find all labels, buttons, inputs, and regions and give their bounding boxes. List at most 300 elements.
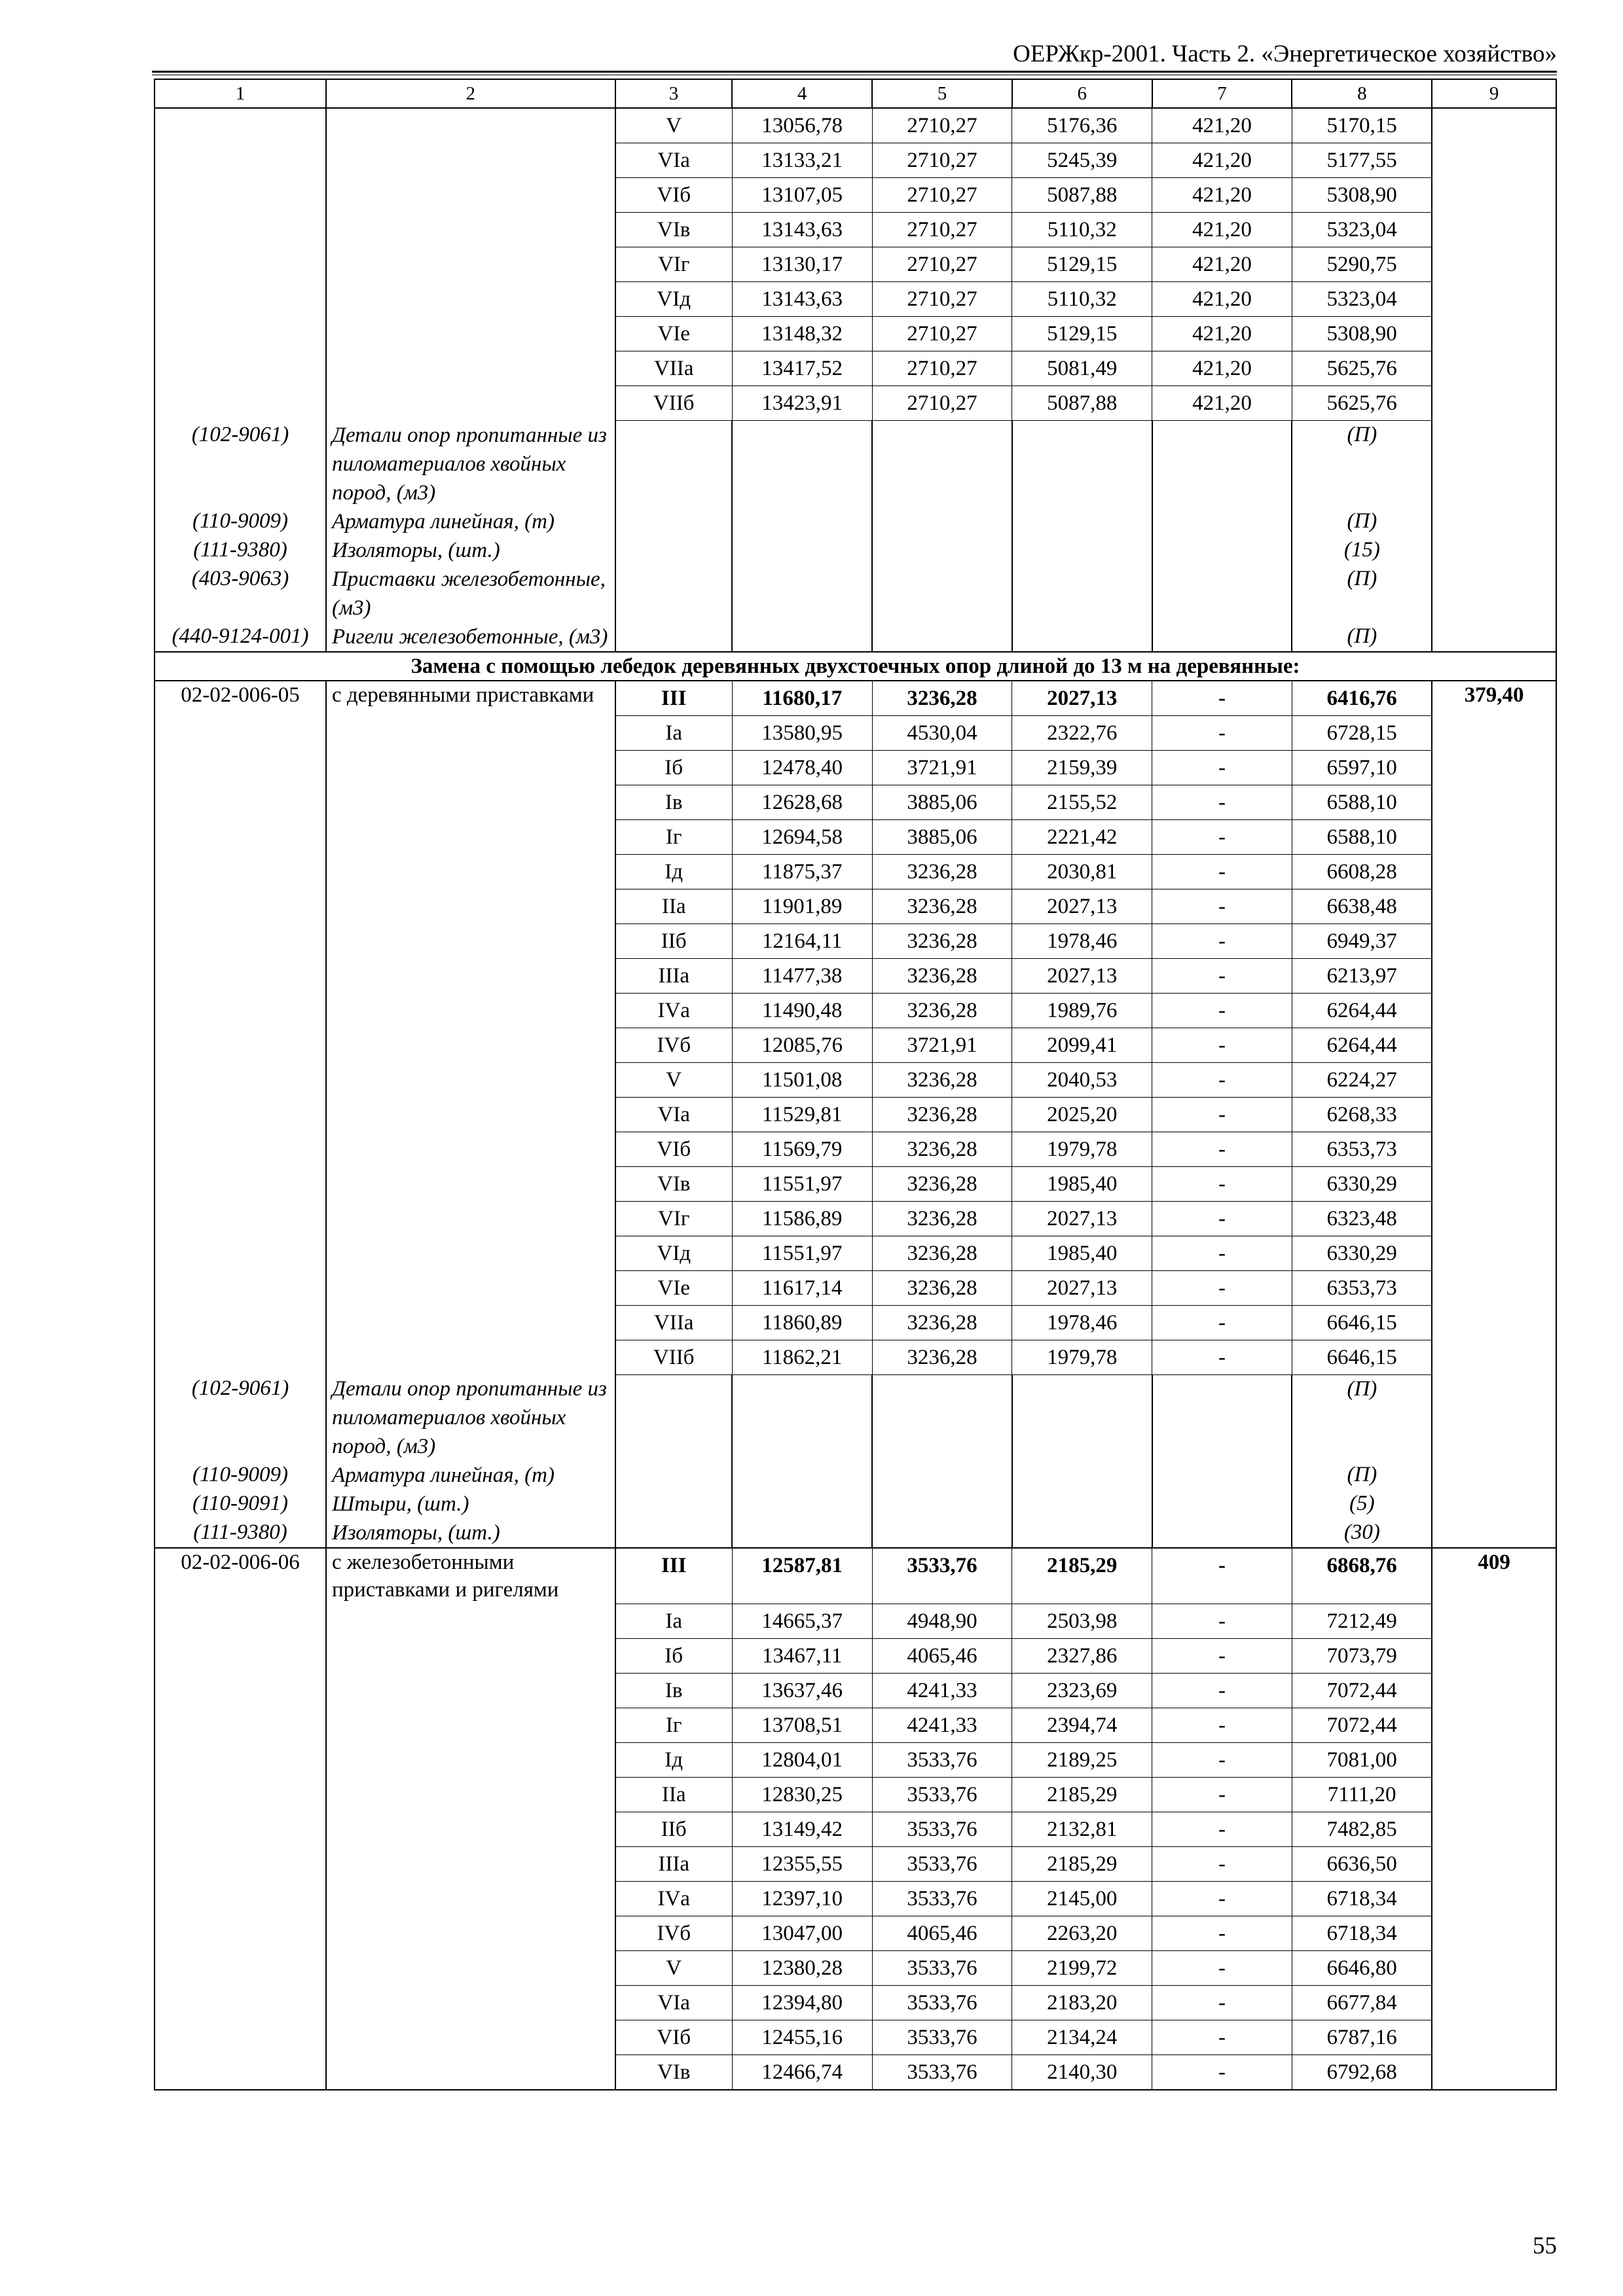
empty-cell	[732, 565, 872, 622]
empty-cell	[872, 507, 1012, 536]
labor-hours	[1432, 1916, 1556, 1950]
wage-cost: 3236,28	[872, 1097, 1012, 1132]
table-row	[155, 282, 1556, 317]
labor-cost: 7073,79	[1292, 1638, 1432, 1673]
labor-cost: 7081,00	[1292, 1742, 1432, 1777]
total-cost: 13580,95	[732, 715, 872, 750]
labor-cost: 7072,44	[1292, 1673, 1432, 1708]
labor-hours	[1432, 819, 1556, 854]
material-cost: -	[1152, 993, 1292, 1028]
region-class: VIд	[615, 282, 733, 317]
work-name	[326, 750, 615, 785]
empty-cell	[1012, 1518, 1152, 1548]
material-qty: (П)	[1292, 565, 1432, 622]
region-class: VIб	[615, 1132, 733, 1166]
labor-hours	[1432, 1270, 1556, 1305]
total-cost: 12694,58	[732, 819, 872, 854]
labor-cost: 6638,48	[1292, 889, 1432, 924]
work-name	[326, 143, 615, 178]
table-row	[155, 1742, 1556, 1777]
labor-cost: 6608,28	[1292, 854, 1432, 889]
empty-cell	[732, 1518, 872, 1548]
material-row	[155, 1461, 1556, 1490]
labor-cost: 7212,49	[1292, 1604, 1432, 1638]
rate-code	[155, 785, 326, 819]
rate-code	[155, 889, 326, 924]
work-name	[326, 785, 615, 819]
rate-code	[155, 993, 326, 1028]
empty-cell	[872, 536, 1012, 565]
table-row	[155, 1881, 1556, 1916]
material-name: Детали опор пропитанные из пиломатериалов хвойных пород, (м3)	[326, 1374, 615, 1461]
material-cost: 421,20	[1152, 317, 1292, 351]
region-class: Iв	[615, 785, 733, 819]
work-name	[326, 1236, 615, 1270]
labor-hours	[1432, 1673, 1556, 1708]
machine-cost: 2145,00	[1012, 1881, 1152, 1916]
labor-hours	[1432, 108, 1556, 143]
machine-cost: 2030,81	[1012, 854, 1152, 889]
table-row	[155, 178, 1556, 213]
material-row	[155, 1518, 1556, 1548]
total-cost: 12587,81	[732, 1548, 872, 1604]
machine-cost: 2185,29	[1012, 1777, 1152, 1812]
material-qty: (П)	[1292, 507, 1432, 536]
wage-cost: 3533,76	[872, 1548, 1012, 1604]
labor-hours	[1432, 715, 1556, 750]
material-cost: -	[1152, 1201, 1292, 1236]
labor-cost: 6353,73	[1292, 1132, 1432, 1166]
labor-hours: 379,40	[1432, 681, 1556, 716]
total-cost: 13467,11	[732, 1638, 872, 1673]
material-cost: -	[1152, 1028, 1292, 1062]
table-row	[155, 247, 1556, 282]
region-class: Iд	[615, 1742, 733, 1777]
total-cost: 13107,05	[732, 178, 872, 213]
empty-cell	[732, 421, 872, 507]
region-class: Iб	[615, 1638, 733, 1673]
table-row	[155, 317, 1556, 351]
work-name	[326, 2020, 615, 2054]
labor-hours	[1432, 386, 1556, 421]
rate-code	[155, 1097, 326, 1132]
column-number: 4	[732, 79, 872, 108]
material-cost: -	[1152, 785, 1292, 819]
labor-cost: 6646,80	[1292, 1950, 1432, 1985]
material-cost: -	[1152, 1950, 1292, 1985]
labor-hours	[1432, 889, 1556, 924]
section-title-row	[155, 652, 1556, 681]
material-cost: -	[1152, 819, 1292, 854]
wage-cost: 3236,28	[872, 958, 1012, 993]
empty-cell	[1432, 1374, 1556, 1461]
region-class: VIа	[615, 143, 733, 178]
table-row	[155, 1201, 1556, 1236]
material-code: (403-9063)	[155, 565, 326, 622]
wage-cost: 4530,04	[872, 715, 1012, 750]
region-class: VIе	[615, 1270, 733, 1305]
region-class: VIIа	[615, 1305, 733, 1340]
column-number: 2	[326, 79, 615, 108]
machine-cost: 2323,69	[1012, 1673, 1152, 1708]
table-row	[155, 1097, 1556, 1132]
region-class: VIв	[615, 2054, 733, 2090]
total-cost: 11551,97	[732, 1166, 872, 1201]
rate-code	[155, 108, 326, 143]
work-name	[326, 1742, 615, 1777]
empty-cell	[872, 1461, 1012, 1490]
page-number: 55	[1533, 2233, 1557, 2259]
material-cost: -	[1152, 1305, 1292, 1340]
work-name	[326, 1028, 615, 1062]
region-class: VIг	[615, 1201, 733, 1236]
region-class: Iд	[615, 854, 733, 889]
material-cost: -	[1152, 854, 1292, 889]
table-row	[155, 889, 1556, 924]
material-name: Приставки железобетонные, (м3)	[326, 565, 615, 622]
table-row	[155, 993, 1556, 1028]
material-qty: (5)	[1292, 1490, 1432, 1518]
machine-cost: 2221,42	[1012, 819, 1152, 854]
rate-code	[155, 1166, 326, 1201]
labor-cost: 7072,44	[1292, 1708, 1432, 1742]
labor-cost: 6224,27	[1292, 1062, 1432, 1097]
labor-cost: 6588,10	[1292, 819, 1432, 854]
labor-hours	[1432, 1166, 1556, 1201]
rate-code	[155, 282, 326, 317]
work-name	[326, 1985, 615, 2020]
column-number: 5	[872, 79, 1012, 108]
machine-cost: 2185,29	[1012, 1846, 1152, 1881]
region-class: III	[615, 681, 733, 716]
work-name	[326, 178, 615, 213]
work-name	[326, 1673, 615, 1708]
machine-cost: 5087,88	[1012, 178, 1152, 213]
work-name: с деревянными приставками	[326, 681, 615, 716]
wage-cost: 3236,28	[872, 993, 1012, 1028]
work-name	[326, 1062, 615, 1097]
machine-cost: 1979,78	[1012, 1340, 1152, 1374]
table-row	[155, 1673, 1556, 1708]
wage-cost: 2710,27	[872, 351, 1012, 386]
total-cost: 13143,63	[732, 213, 872, 247]
total-cost: 13047,00	[732, 1916, 872, 1950]
work-name	[326, 993, 615, 1028]
labor-cost: 6868,76	[1292, 1548, 1432, 1604]
total-cost: 11551,97	[732, 1236, 872, 1270]
labor-cost: 6787,16	[1292, 2020, 1432, 2054]
empty-cell	[872, 1518, 1012, 1548]
machine-cost: 2185,29	[1012, 1548, 1152, 1604]
wage-cost: 3236,28	[872, 1132, 1012, 1166]
total-cost: 11586,89	[732, 1201, 872, 1236]
material-code: (440-9124-001)	[155, 622, 326, 652]
machine-cost: 2134,24	[1012, 2020, 1152, 2054]
empty-cell	[1012, 1374, 1152, 1461]
machine-cost: 2183,20	[1012, 1985, 1152, 2020]
rate-code	[155, 1673, 326, 1708]
wage-cost: 2710,27	[872, 178, 1012, 213]
labor-cost: 6264,44	[1292, 1028, 1432, 1062]
work-name	[326, 282, 615, 317]
column-number: 6	[1012, 79, 1152, 108]
labor-hours	[1432, 317, 1556, 351]
labor-hours	[1432, 1638, 1556, 1673]
empty-cell	[1152, 536, 1292, 565]
labor-hours	[1432, 1097, 1556, 1132]
region-class: VIIа	[615, 351, 733, 386]
work-name	[326, 854, 615, 889]
empty-cell	[732, 622, 872, 652]
work-name	[326, 351, 615, 386]
region-class: Iв	[615, 1673, 733, 1708]
material-name: Штыри, (шт.)	[326, 1490, 615, 1518]
region-class: VIв	[615, 1166, 733, 1201]
labor-cost: 6792,68	[1292, 2054, 1432, 2090]
work-name	[326, 386, 615, 421]
wage-cost: 4241,33	[872, 1673, 1012, 1708]
machine-cost: 2027,13	[1012, 958, 1152, 993]
wage-cost: 3236,28	[872, 1270, 1012, 1305]
machine-cost: 5245,39	[1012, 143, 1152, 178]
empty-cell	[1152, 622, 1292, 652]
rate-code	[155, 1985, 326, 2020]
empty-cell	[732, 1374, 872, 1461]
labor-cost: 5170,15	[1292, 108, 1432, 143]
machine-cost: 1985,40	[1012, 1236, 1152, 1270]
labor-cost: 6636,50	[1292, 1846, 1432, 1881]
table-row	[155, 1638, 1556, 1673]
total-cost: 13417,52	[732, 351, 872, 386]
empty-cell	[1432, 1461, 1556, 1490]
table-row	[155, 213, 1556, 247]
empty-cell	[615, 622, 733, 652]
empty-cell	[1432, 565, 1556, 622]
material-name: Арматура линейная, (т)	[326, 1461, 615, 1490]
table-row	[155, 386, 1556, 421]
machine-cost: 1978,46	[1012, 924, 1152, 958]
total-cost: 14665,37	[732, 1604, 872, 1638]
material-name: Изоляторы, (шт.)	[326, 536, 615, 565]
table-row	[155, 1812, 1556, 1846]
column-number: 8	[1292, 79, 1432, 108]
wage-cost: 3533,76	[872, 1812, 1012, 1846]
table-row	[155, 1062, 1556, 1097]
rate-code	[155, 1846, 326, 1881]
empty-cell	[872, 622, 1012, 652]
material-row	[155, 1374, 1556, 1461]
table-row	[155, 681, 1556, 716]
wage-cost: 3533,76	[872, 1985, 1012, 2020]
labor-hours	[1432, 1201, 1556, 1236]
material-cost: 421,20	[1152, 213, 1292, 247]
wage-cost: 3236,28	[872, 1062, 1012, 1097]
wage-cost: 3533,76	[872, 1777, 1012, 1812]
machine-cost: 2027,13	[1012, 1201, 1152, 1236]
machine-cost: 1979,78	[1012, 1132, 1152, 1166]
material-cost: -	[1152, 1097, 1292, 1132]
work-name	[326, 1777, 615, 1812]
labor-cost: 6718,34	[1292, 1916, 1432, 1950]
material-code: (111-9380)	[155, 1518, 326, 1548]
material-cost: -	[1152, 1340, 1292, 1374]
rate-code	[155, 1708, 326, 1742]
region-class: VIа	[615, 1097, 733, 1132]
rate-code	[155, 1916, 326, 1950]
empty-cell	[615, 536, 733, 565]
table-row	[155, 1916, 1556, 1950]
region-class: VIв	[615, 213, 733, 247]
labor-hours	[1432, 143, 1556, 178]
material-cost: -	[1152, 1881, 1292, 1916]
wage-cost: 2710,27	[872, 317, 1012, 351]
empty-cell	[1432, 622, 1556, 652]
material-cost: 421,20	[1152, 143, 1292, 178]
labor-hours	[1432, 993, 1556, 1028]
total-cost: 11569,79	[732, 1132, 872, 1166]
column-number: 7	[1152, 79, 1292, 108]
wage-cost: 3885,06	[872, 785, 1012, 819]
work-name	[326, 1708, 615, 1742]
table-row	[155, 819, 1556, 854]
region-class: VIе	[615, 317, 733, 351]
labor-hours	[1432, 1132, 1556, 1166]
total-cost: 12394,80	[732, 1985, 872, 2020]
material-cost: -	[1152, 958, 1292, 993]
table-row	[155, 143, 1556, 178]
labor-hours	[1432, 2054, 1556, 2090]
labor-hours	[1432, 854, 1556, 889]
rate-code	[155, 1201, 326, 1236]
total-cost: 12085,76	[732, 1028, 872, 1062]
rate-code	[155, 958, 326, 993]
empty-cell	[1432, 507, 1556, 536]
material-cost: -	[1152, 1166, 1292, 1201]
rate-code	[155, 386, 326, 421]
region-class: VIд	[615, 1236, 733, 1270]
work-name	[326, 1881, 615, 1916]
labor-hours	[1432, 213, 1556, 247]
table-row	[155, 1028, 1556, 1062]
total-cost: 13637,46	[732, 1673, 872, 1708]
work-name	[326, 715, 615, 750]
region-class: IVб	[615, 1028, 733, 1062]
table-row	[155, 1846, 1556, 1881]
material-cost: -	[1152, 750, 1292, 785]
rate-code	[155, 1638, 326, 1673]
empty-cell	[1432, 1490, 1556, 1518]
region-class: VIIб	[615, 386, 733, 421]
region-class: V	[615, 1062, 733, 1097]
region-class: VIа	[615, 1985, 733, 2020]
work-name	[326, 1270, 615, 1305]
wage-cost: 4948,90	[872, 1604, 1012, 1638]
rate-code	[155, 1742, 326, 1777]
region-class: VIб	[615, 178, 733, 213]
rate-code	[155, 750, 326, 785]
total-cost: 12164,11	[732, 924, 872, 958]
table-row	[155, 750, 1556, 785]
table-row	[155, 2020, 1556, 2054]
empty-cell	[732, 536, 872, 565]
material-cost: 421,20	[1152, 351, 1292, 386]
labor-cost: 6268,33	[1292, 1097, 1432, 1132]
material-cost: -	[1152, 1916, 1292, 1950]
wage-cost: 2710,27	[872, 108, 1012, 143]
rate-code	[155, 1812, 326, 1846]
material-cost: -	[1152, 1062, 1292, 1097]
material-name: Изоляторы, (шт.)	[326, 1518, 615, 1548]
material-cost: -	[1152, 681, 1292, 716]
labor-cost: 5308,90	[1292, 178, 1432, 213]
region-class: IIIа	[615, 958, 733, 993]
empty-cell	[615, 1374, 733, 1461]
rate-code	[155, 213, 326, 247]
machine-cost: 2155,52	[1012, 785, 1152, 819]
rate-code	[155, 247, 326, 282]
empty-cell	[872, 565, 1012, 622]
region-class: Iа	[615, 715, 733, 750]
empty-cell	[615, 1461, 733, 1490]
rate-code	[155, 819, 326, 854]
table-row	[155, 1985, 1556, 2020]
empty-cell	[1152, 1461, 1292, 1490]
material-cost: -	[1152, 1708, 1292, 1742]
table-row	[155, 1270, 1556, 1305]
labor-hours	[1432, 1985, 1556, 2020]
labor-hours	[1432, 282, 1556, 317]
labor-hours	[1432, 1742, 1556, 1777]
labor-cost: 6353,73	[1292, 1270, 1432, 1305]
rate-code	[155, 2054, 326, 2090]
material-cost: -	[1152, 1132, 1292, 1166]
work-name	[326, 1950, 615, 1985]
labor-hours	[1432, 1950, 1556, 1985]
empty-cell	[1152, 507, 1292, 536]
empty-cell	[1012, 1461, 1152, 1490]
table-row	[155, 351, 1556, 386]
machine-cost: 5110,32	[1012, 282, 1152, 317]
machine-cost: 5129,15	[1012, 247, 1152, 282]
labor-cost: 6416,76	[1292, 681, 1432, 716]
wage-cost: 3236,28	[872, 1305, 1012, 1340]
empty-cell	[732, 1490, 872, 1518]
header-rule	[152, 71, 1557, 73]
rate-code	[155, 143, 326, 178]
work-name	[326, 958, 615, 993]
total-cost: 11477,38	[732, 958, 872, 993]
material-qty: (15)	[1292, 536, 1432, 565]
region-class: IVа	[615, 993, 733, 1028]
wage-cost: 2710,27	[872, 282, 1012, 317]
material-cost: 421,20	[1152, 282, 1292, 317]
work-name	[326, 819, 615, 854]
work-name	[326, 108, 615, 143]
region-class: IIа	[615, 1777, 733, 1812]
total-cost: 11875,37	[732, 854, 872, 889]
labor-cost: 5290,75	[1292, 247, 1432, 282]
rate-code	[155, 1950, 326, 1985]
wage-cost: 3533,76	[872, 2020, 1012, 2054]
work-name	[326, 247, 615, 282]
material-row	[155, 1490, 1556, 1518]
material-cost: -	[1152, 1673, 1292, 1708]
empty-cell	[1152, 1518, 1292, 1548]
empty-cell	[872, 421, 1012, 507]
labor-cost: 6588,10	[1292, 785, 1432, 819]
labor-hours	[1432, 1340, 1556, 1374]
work-name: с железобетонными приставками и ригелями	[326, 1548, 615, 1604]
